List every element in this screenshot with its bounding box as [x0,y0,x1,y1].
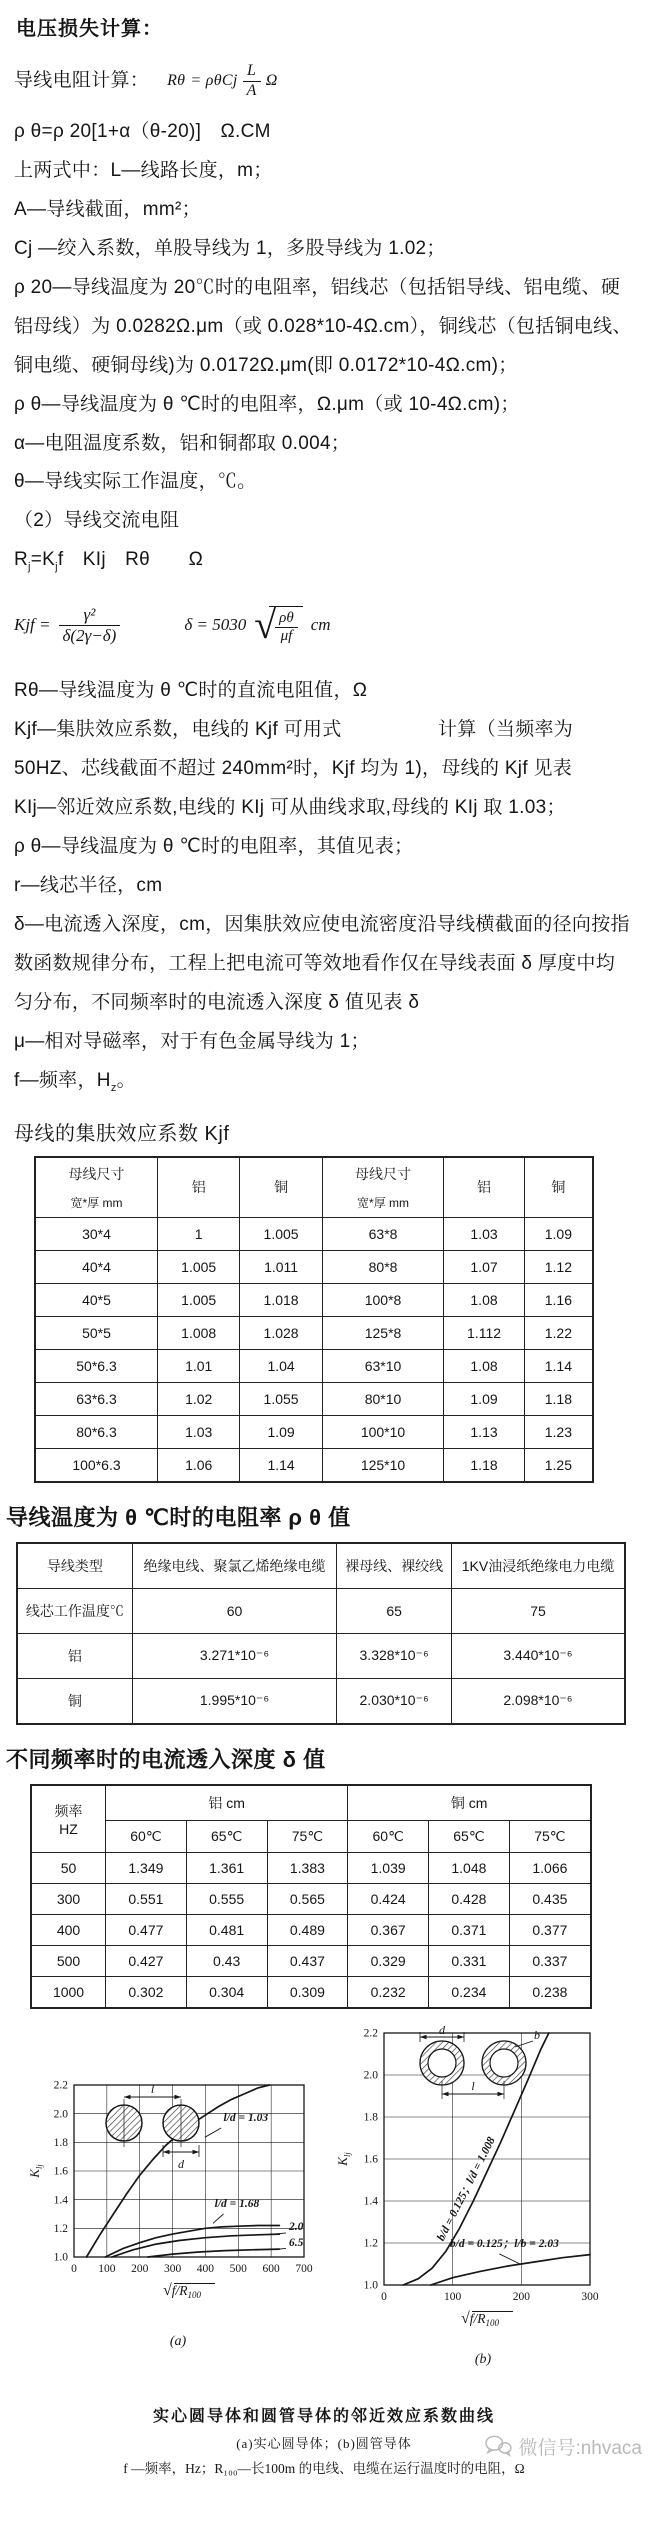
table-row [35,1157,593,1218]
wechat-logo-icon [483,2434,513,2458]
table-cell: 0.489 [267,1914,348,1945]
table-cell: 40*4 [35,1250,158,1283]
rho-theta-def: ρ θ—导线温度为 θ ℃时的电阻率，Ω.μm（或 10-4Ω.cm)； [14,393,520,415]
series-curve [112,2234,280,2257]
column-header: 1KV油浸纸绝缘电力电缆 [451,1543,625,1589]
table-cell: 0.302 [106,1976,187,2008]
table-row [31,1785,591,1821]
svg-text:2.2: 2.2 [53,2079,68,2092]
table-cell: 1.361 [186,1852,267,1883]
delta-table-heading: 不同频率时的电流透入深度 δ 值 [6,1746,326,1772]
table-cell: 1.07 [444,1250,524,1283]
group-header-al: 铝 cm [106,1785,348,1821]
table-cell: 1.04 [240,1349,322,1382]
table-cell: 1.008 [158,1316,240,1349]
figure-note: f —频率，Hz；R₁₀₀—长100m 的电线、电缆在运行温度时的电阻，Ω [123,2460,525,2476]
formula-lhs: Rθ [167,72,186,90]
table-cell: 0.437 [267,1945,348,1976]
table-cell: 63*8 [322,1217,444,1250]
table-cell: 1.048 [429,1852,510,1883]
kjf-delta-formulas [14,586,634,664]
table-cell: 63*10 [322,1349,444,1382]
table-cell: 80*6.3 [35,1415,158,1448]
curve-label: b/d = 0.125；l/b = 2.03 [449,2237,559,2250]
table-cell: 0.435 [509,1883,591,1914]
table-row [31,1914,591,1945]
conductor-inset-diagram [106,2082,199,2171]
table-cell: 1.06 [158,1448,240,1482]
svg-text:1.6: 1.6 [363,2153,378,2166]
column-header-temp: 75℃ [267,1820,348,1852]
svg-text:300: 300 [581,2290,599,2303]
rho-see-table: ρ θ—导线温度为 θ ℃时的电阻率，其值见表； [14,836,414,857]
table-cell: 400 [31,1914,106,1945]
kjf-def: Kjf—集肤效应系数，电线的 Kjf 可用式 计算（当频率为 50HZ、芯线截面不超过 240mm²时，Kjf 均为 1)，母线的 Kjf 见表 [14,719,574,780]
column-header-cu: 铜 [524,1157,593,1218]
table-cell: 3.271*10⁻⁶ [132,1633,337,1678]
table-cell: 1.995*10⁻⁶ [132,1678,337,1724]
table-cell: 0.424 [348,1883,429,1914]
kjf-table-head [35,1157,593,1218]
table-cell: 50 [31,1852,106,1883]
column-header-temp: 60℃ [106,1820,187,1852]
figure-subtitle: (a)实心圆导体；(b)圆管导体 [236,2435,412,2451]
table-cell: 3.440*10⁻⁶ [451,1633,625,1678]
svg-text:0: 0 [71,2262,77,2275]
table-cell: 1.011 [240,1250,322,1283]
proximity-effect-figures [0,2019,648,2401]
curve-label: l/d = 1.68 [214,2197,260,2210]
table-cell: 0.551 [106,1883,187,1914]
svg-text:0: 0 [381,2290,387,2303]
chart-a-svg [26,2075,330,2319]
svg-text:1.0: 1.0 [53,2251,68,2264]
svg-text:100: 100 [98,2262,116,2275]
delta-table-body [31,1852,591,2008]
svg-text:1.8: 1.8 [53,2136,68,2149]
radius-def: r—线芯半径，cm [14,874,163,896]
table-cell: 1.22 [524,1316,593,1349]
table-cell: 1.028 [240,1316,322,1349]
table-cell: 1.25 [524,1448,593,1482]
table-cell: 0.428 [429,1883,510,1914]
table-cell: 125*8 [322,1316,444,1349]
table-cell: 100*10 [322,1415,444,1448]
column-header: 裸母线、裸绞线 [337,1543,452,1589]
conductor-inset-diagram [420,2023,540,2099]
table-cell: 100*6.3 [35,1448,158,1482]
frequency-def: f—频率，$H_z$。 [14,1069,136,1094]
table-cell: 1.018 [240,1283,322,1316]
svg-text:2.2: 2.2 [363,2027,378,2040]
curve-label: l/d = 1.03 [223,2111,269,2124]
table-row [31,1820,591,1852]
column-header: 导线类型 [17,1543,132,1589]
kjf-table-body [35,1217,593,1482]
column-header-temp: 75℃ [509,1820,591,1852]
radical: √ $\frac{\rho\theta}{\mu f}$ [254,606,303,646]
table-cell: 40*5 [35,1283,158,1316]
table-cell: 100*8 [322,1283,444,1316]
svg-text:1.4: 1.4 [53,2193,68,2206]
penetration-depth-table [30,1784,592,2009]
table-cell: 63*6.3 [35,1382,158,1415]
fraction: $\frac{\text{γ²}}{\delta(2\gamma-\delta)}$ [59,605,121,645]
area-def: A—导线截面，mm²； [14,198,201,220]
rho-table-body [17,1588,625,1724]
table-row [35,1250,593,1283]
rho-equation: ρ θ=ρ 20[1+α（θ-20)] Ω.CM [14,121,271,142]
curve-label: b/d = 0.125；l/d = 1.008 [435,2134,498,2243]
table-row [31,1945,591,1976]
table-cell: 1.18 [524,1382,593,1415]
table-cell: 1.005 [158,1250,240,1283]
svg-text:2.0: 2.0 [363,2069,378,2082]
table-cell: 1000 [31,1976,106,2008]
curve-label: 6.5 [288,2236,304,2249]
kjf-formula: Kjf = $\frac{\text{γ²}}{\delta(2\gamma-\delta)}$ [14,605,120,645]
svg-text:d: d [439,2022,445,2037]
table-cell: 125*10 [322,1448,444,1482]
svg-text:700: 700 [295,2262,313,2275]
svg-text:l: l [471,2078,475,2093]
table-cell: 3.328*10⁻⁶ [337,1633,452,1678]
table-cell: 1.09 [444,1382,524,1415]
table-cell: 0.234 [429,1976,510,2008]
table-cell: 1.039 [348,1852,429,1883]
chart-b-canvas [334,2023,632,2342]
table-row [31,1883,591,1914]
skin-effect-table [34,1156,594,1483]
table-cell: 1.112 [444,1316,524,1349]
table-cell: 铜 [17,1678,132,1724]
table-cell: 30*4 [35,1217,158,1250]
wechat-watermark [483,2433,642,2460]
table-cell: 1.055 [240,1382,322,1415]
table-cell: 0.477 [106,1914,187,1945]
table-row [35,1316,593,1349]
table-cell: 1.23 [524,1415,593,1448]
svg-text:600: 600 [262,2262,280,2275]
y-axis-label: $K_{lj}$ [335,2151,352,2166]
rho-table-head [17,1543,625,1589]
mu-def: μ—相对导磁率，对于有色金属导线为 1； [14,1030,370,1052]
svg-text:1.2: 1.2 [363,2237,378,2250]
table-cell: 65 [337,1588,452,1633]
table-cell: 0.43 [186,1945,267,1976]
table-cell: 0.329 [348,1945,429,1976]
curve-label: 2.0 [288,2220,304,2233]
table-cell: 1.03 [444,1217,524,1250]
resistance-formula [167,62,277,100]
chart-a-canvas [26,2075,330,2324]
formula-eq: = ρθCj [190,72,238,90]
table-cell: 500 [31,1945,106,1976]
table-row [31,1852,591,1883]
table-cell: 50*6.3 [35,1349,158,1382]
table-cell: 1.12 [524,1250,593,1283]
table-cell: 1 [158,1217,240,1250]
table-cell: 1.09 [240,1415,322,1448]
column-header-temp: 60℃ [348,1820,429,1852]
table-cell: 50*5 [35,1316,158,1349]
table-row [35,1382,593,1415]
delta-formula: δ = 5030 √ $\frac{\rho\theta}{\mu f}$ cm [184,602,331,648]
fraction: $\frac{L}{A}$ [243,62,261,100]
table-cell: 75 [451,1588,625,1633]
table-cell: 1.02 [158,1382,240,1415]
delta-table-head [31,1785,591,1853]
svg-text:b: b [534,2027,540,2042]
table-cell: 80*10 [322,1382,444,1415]
table-cell: 1.14 [524,1349,593,1382]
two-forms-note: 上两式中：L—线路长度，m； [14,159,273,181]
svg-text:1.8: 1.8 [363,2111,378,2124]
column-header: 绝缘电线、聚氯乙烯绝缘电缆 [132,1543,337,1589]
rho-table-heading: 导线温度为 θ ℃时的电阻率 ρ θ 值 [6,1504,351,1530]
table-cell: 2.030*10⁻⁶ [337,1678,452,1724]
table-cell: 1.349 [106,1852,187,1883]
table-row [17,1633,625,1678]
x-axis-label: $√f/R_{100}$ [163,2281,202,2300]
column-header-al: 铝 [158,1157,240,1218]
table-cell: 1.14 [240,1448,322,1482]
theta-def: θ—导线实际工作温度，℃。 [14,471,257,493]
svg-text:2.0: 2.0 [53,2107,68,2120]
table-cell: 线芯工作温度℃ [17,1588,132,1633]
figure-a-caption: (a) [169,2333,187,2349]
table-cell: 铝 [17,1633,132,1678]
svg-text:l: l [150,2081,155,2096]
table-cell: 0.371 [429,1914,510,1945]
table-cell: 1.066 [509,1852,591,1883]
figure-title: 实心圆导体和圆管导体的邻近效应系数曲线 [152,2407,495,2425]
rtheta-dc-def: Rθ—导线温度为 θ ℃时的直流电阻值，Ω [14,680,368,702]
table-cell: 0.304 [186,1976,267,2008]
delta-def: δ—电流透入深度，cm，因集肤效应使电流密度沿导线横截面的径向按指数函数规律分布，工程上把电流可等效地看作仅在导线表面 δ 厚度中均匀分布，不同频率时的电流透入深度 δ 值见表 δ [14,913,630,1013]
table-cell: 0.427 [106,1945,187,1976]
table-row [35,1349,593,1382]
table-cell: 1.09 [524,1217,593,1250]
table-cell: 80*8 [322,1250,444,1283]
svg-text:300: 300 [163,2262,182,2275]
rho20-def: ρ 20—导线温度为 20℃时的电阻率，铝线芯（包括铝导线、铝电缆、硬铝母线）为 0.0282Ω.μm（或 0.028*10-4Ω.cm），铜线芯（包括铜电线、铜电缆、硬铜母线)为 0.0172Ω.μm(即 0.0172*10-4Ω.cm)； [14,276,632,376]
resistance-calc-row [14,49,634,113]
column-header-temp: 65℃ [429,1820,510,1852]
svg-text:1.0: 1.0 [363,2279,378,2292]
table-cell: 1.383 [267,1852,348,1883]
page-title: 电压损失计算： [16,18,163,40]
table-cell: 0.238 [509,1976,591,2008]
formula-unit: Ω [265,72,278,90]
table-cell: 0.309 [267,1976,348,2008]
series-curve [148,2249,280,2257]
ac-resistance-formula: $R_j=K_jf$ KIj Rθ Ω [14,549,204,574]
table-cell: 1.08 [444,1349,524,1382]
table-cell: 0.481 [186,1914,267,1945]
cj-def: Cj —绞入系数，单股导线为 1，多股导线为 1.02； [14,237,446,259]
table-cell: 1.18 [444,1448,524,1482]
column-header-cu: 铜 [240,1157,322,1218]
svg-text:500: 500 [229,2262,247,2275]
table-cell: 0.331 [429,1945,510,1976]
column-header-frequency: 频率 HZ [31,1785,106,1853]
table-row [31,1976,591,2008]
table-cell: 0.337 [509,1945,591,1976]
svg-text:1.4: 1.4 [363,2195,378,2208]
table-row [35,1283,593,1316]
table-cell: 0.565 [267,1883,348,1914]
svg-text:200: 200 [512,2290,530,2303]
chart-b-svg [334,2023,632,2337]
y-axis-label: $K_{lj}$ [27,2163,44,2178]
svg-text:1.2: 1.2 [53,2222,68,2235]
kjf-table-heading: 母线的集肤效应系数 Kjf [14,1122,230,1145]
svg-text:100: 100 [444,2290,462,2303]
table-row [17,1543,625,1589]
table-cell: 1.01 [158,1349,240,1382]
column-header-busbar-size: 母线尺寸 宽*厚 mm [322,1157,444,1218]
figure-caption-block [0,2403,648,2497]
figure-b [334,2023,632,2368]
resistance-calc-label: 导线电阻计算： [14,69,150,91]
figure-a [26,2075,330,2350]
figure-b-caption: (b) [474,2351,492,2367]
table-cell: 2.098*10⁻⁶ [451,1678,625,1724]
group-header-cu: 铜 cm [348,1785,591,1821]
table-cell: 1.005 [240,1217,322,1250]
table-row [35,1415,593,1448]
table-row [17,1588,625,1633]
table-cell: 1.03 [158,1415,240,1448]
table-cell: 1.13 [444,1415,524,1448]
kij-def: KIj—邻近效应系数,电线的 KIj 可从曲线求取,母线的 KIj 取 1.03； [14,797,566,819]
table-row [35,1217,593,1250]
table-cell: 60 [132,1588,337,1633]
table-row [35,1448,593,1482]
radical-sign-icon: √ [254,602,277,648]
table-cell: 0.367 [348,1914,429,1945]
table-row [17,1678,625,1724]
svg-text:200: 200 [131,2262,149,2275]
alpha-def: α—电阻温度系数，铝和铜都取 0.004； [14,432,351,454]
x-axis-label: $√f/R_{100}$ [461,2309,500,2328]
svg-text:d: d [178,2156,184,2171]
ac-resistance-heading: （2）导线交流电阻 [14,510,180,532]
table-cell: 1.16 [524,1283,593,1316]
table-cell: 300 [31,1883,106,1914]
column-header-temp: 65℃ [186,1820,267,1852]
table-cell: 1.005 [158,1283,240,1316]
column-header-al: 铝 [444,1157,524,1218]
column-header-busbar-size: 母线尺寸 宽*厚 mm [35,1157,158,1218]
resistivity-table [16,1542,626,1725]
table-cell: 0.232 [348,1976,429,2008]
svg-text:1.6: 1.6 [53,2165,68,2178]
svg-text:400: 400 [196,2262,215,2275]
table-cell: 1.08 [444,1283,524,1316]
table-cell: 0.555 [186,1883,267,1914]
table-cell: 0.377 [509,1914,591,1945]
wechat-id: 微信号:nhvaca [518,2437,642,2459]
